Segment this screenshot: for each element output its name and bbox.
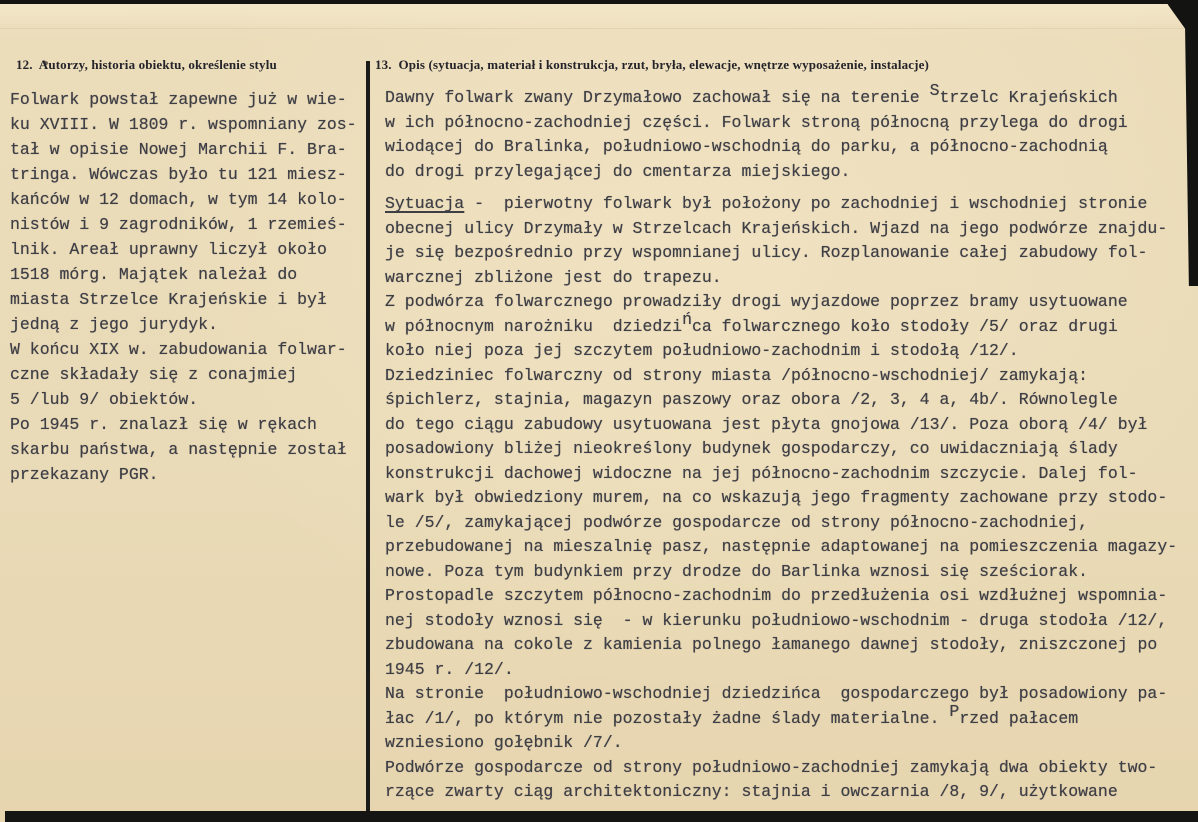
text-line: łac /1/, po którym nie pozostały żadne ślady materialne. Przed pałacem: [385, 701, 1079, 728]
section-12-header: 12. Autorzy, historia obiektu, określenie stylu: [16, 57, 277, 72]
underlined-term: Sytuacja: [385, 194, 465, 213]
text-line: konstrukcji dachowej widoczne na jej północno-zachodnim szczycie. Dalej fol-: [385, 463, 1138, 483]
text-line: nistów i 9 zagrodników, 1 rzemieś-: [10, 215, 347, 234]
text-line: miasta Strzelce Krajeńskie i był: [10, 290, 327, 309]
text-line: obecnej ulicy Drzymały w Strzelcach Krajeńskich. Wjazd na jego podwórze znajdu-: [385, 218, 1168, 238]
text-line: tał w opisie Nowej Marchii F. Bra-: [10, 140, 347, 159]
text-line: ku XVIII. W 1809 r. wspomniany zos-: [10, 115, 357, 134]
text-line: Folwark powstał zapewne już w wie-: [10, 90, 347, 109]
superscript-char: ń: [682, 309, 692, 329]
text-line: nowe. Poza tym budynkiem przy drodze do Barlinka wznosi się sześciorak.: [385, 561, 1089, 581]
text-line: 1945 r. /12/.: [385, 659, 514, 679]
text-line: Dawny folwark zwany Drzymałowo zachował się na terenie Strzelc Krajeńskich: [385, 81, 1118, 107]
text-line: le /5/, zamykającej podwórze gospodarcze od strony północno-zachodniej,: [385, 512, 1089, 532]
paper-top-edge-highlight: [0, 4, 1198, 29]
text-line: je się bezpośrednio przy wspomnianej ulicy. Rozplanowanie całej zabudowy fol-: [385, 243, 1148, 262]
superscript-char: P: [949, 701, 960, 721]
text-line: w północnym narożniku dziedzińca folwarcznego koło stodoły /5/ oraz drugi: [385, 309, 1118, 336]
text-line: do tego ciągu zabudowy usytuowana jest płyta gnojowa /13/. Poza oborą /4/ był: [385, 414, 1148, 434]
text-line: warcznej zbliżone jest do trapezu.: [385, 267, 722, 287]
text-line: tringa. Wówczas było tu 121 miesz-: [10, 165, 347, 184]
text-line: koło niej poza jej szczytem południowo-zachodnim i stodołą /12/.: [385, 341, 1019, 360]
text-line: Dziedziniec folwarczny od strony miasta /północno-wschodniej/ zamykają:: [385, 365, 1089, 385]
text-line: śpichlerz, stajnia, magazyn paszowy oraz obora /2, 3, 4 a, 4b/. Równolegle: [385, 390, 1118, 409]
text-line: zbudowana na cokole z kamienia polnego łamanego dawnej stodoły, zniszczonej po: [385, 635, 1158, 654]
text-line: Podwórze gospodarcze od strony południowo-zachodniej zamykają dwa obiekty two-: [385, 757, 1158, 777]
section-13-text: [385, 81, 1195, 805]
text-line: lnik. Areał uprawny liczył około: [10, 240, 327, 259]
text-line: nej stodoły wznosi się - w kierunku południowo-wschodnim - druga stodoła /12/,: [385, 610, 1168, 630]
text-line: Sytuacja - pierwotny folwark był położony po zachodniej i wschodniej stronie: [385, 194, 1148, 213]
text-line: wark był obwiedziony murem, na co wskazują jego fragmenty zachowane przy stodo-: [385, 488, 1168, 507]
text-line: W końcu XIX w. zabudowania folwar-: [10, 340, 347, 359]
text-line: Prostopadle szczytem północno-zachodnim do przedłużenia osi wzdłużnej wspomnia-: [385, 586, 1168, 605]
section-12-text: [10, 87, 364, 487]
text-line: czne składały się z conajmiej: [10, 365, 298, 384]
scan-edge-top: [0, 0, 1198, 4]
text-line: skarbu państwa, a następnie został: [10, 440, 347, 459]
text-line: wzniesiono gołębnik /7/.: [385, 733, 623, 752]
text-line: Z podwórza folwarcznego prowadziły drogi wyjazdowe poprzez bramy usytuowane: [385, 292, 1128, 311]
scan-edge-bottom: [5, 811, 1198, 822]
text-line: Na stronie południowo-wschodniej dziedzińca gospodarczego był posadowiony pa-: [385, 684, 1168, 703]
text-line: przebudowanej na mieszalnię pasz, następnie adaptowanej na pomieszczenia magazy-: [385, 537, 1178, 556]
text-line: wiodącej do Bralinka, południowo-wschodnią do parku, a północno-zachodnią: [385, 137, 1108, 156]
column-divider: [366, 61, 370, 812]
text-line: Po 1945 r. znalazł się w rękach: [10, 415, 317, 434]
text-line: posadowiony bliżej nieokreślony budynek gospodarczy, co uwidaczniają ślady: [385, 439, 1118, 458]
text-line: jedną z jego jurydyk.: [10, 315, 218, 334]
section-13-header: 13. Opis (sytuacja, materiał i konstrukcja, rzut, bryła, elewacje, wnętrze wyposażenie, instalacje): [375, 57, 930, 72]
text-line: kańców w 12 domach, w tym 14 kolo-: [10, 190, 347, 209]
text-line: 1518 mórg. Majątek należał do: [10, 265, 298, 284]
text-line: 5 /lub 9/ obiektów.: [10, 390, 199, 409]
text-line: przekazany PGR.: [10, 465, 159, 484]
text-line: do drogi przylegającej do cmentarza miejskiego.: [385, 161, 851, 181]
superscript-char: S: [929, 81, 940, 100]
text-line: w ich północno-zachodniej części. Folwark stroną północną przylega do drogi: [385, 112, 1128, 132]
text-line: rzące zwarty ciąg architektoniczny: stajnia i owczarnia /8, 9/, użytkowane: [385, 782, 1118, 801]
